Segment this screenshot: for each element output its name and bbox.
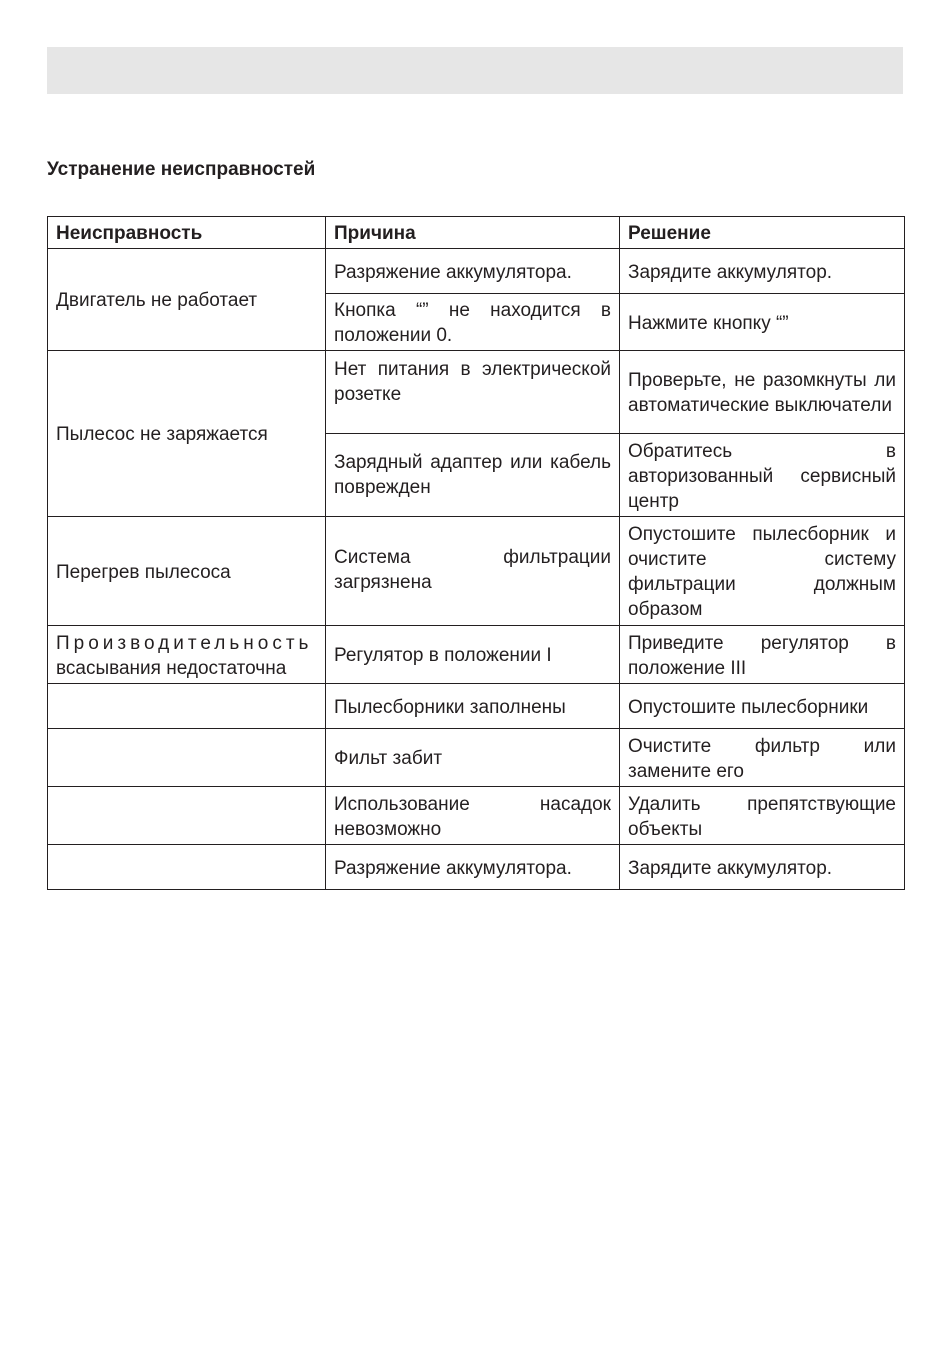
table-row (48, 351, 905, 434)
solution-cell: Приведите регулятор в положение III (620, 626, 905, 684)
solution-cell: Опустошите пылесборник и очистите систему фильтрации должным образом (620, 517, 905, 626)
problem-text-line1: Производительность (56, 632, 313, 654)
table-row (48, 729, 905, 787)
problem-cell: Перегрев пылесоса (48, 517, 326, 626)
table-row (48, 626, 905, 684)
solution-cell: Очистите фильтр или замените его (620, 729, 905, 787)
table-row (48, 517, 905, 626)
column-header-problem: Неисправность (48, 217, 326, 249)
cause-cell: Фильт забит (326, 729, 620, 787)
problem-cell: Двигатель не работает (48, 249, 326, 351)
problem-cell: Пылесос не заряжается (48, 351, 326, 517)
table-row (48, 249, 905, 294)
section-title: Устранение неисправностей (47, 159, 316, 180)
solution-cell: Зарядите аккумулятор. (620, 845, 905, 890)
solution-cell (620, 434, 905, 517)
table-row (48, 845, 905, 890)
cause-cell: Регулятор в положении I (326, 626, 620, 684)
column-header-solution: Решение (620, 217, 905, 249)
solution-cell: Проверьте, не разомкнуты ли автоматические выключатели (620, 351, 905, 434)
problem-cell (48, 845, 326, 890)
cause-cell: Разряжение аккумулятора. (326, 249, 620, 294)
table-row (48, 787, 905, 845)
problem-cell (48, 626, 326, 684)
cause-cell: Разряжение аккумулятора. (326, 845, 620, 890)
problem-text-line2: всасывания недостаточна (56, 657, 287, 679)
problem-cell (48, 684, 326, 729)
solution-cell: Нажмите кнопку “” (620, 294, 905, 351)
solution-cell: Опустошите пылесборники (620, 684, 905, 729)
cause-cell: Пылесборники заполнены (326, 684, 620, 729)
header-bar (47, 47, 903, 94)
solution-cell: Зарядите аккумулятор. (620, 249, 905, 294)
cause-cell: Нет питания в электрической розетке (326, 351, 620, 434)
table-header-row (48, 217, 905, 249)
column-header-cause: Причина (326, 217, 620, 249)
cause-cell: Зарядный адаптер или кабель поврежден (326, 434, 620, 517)
troubleshooting-table (47, 216, 905, 890)
cause-cell: Использование насадок невозможно (326, 787, 620, 845)
solution-text: Обратитесь в авторизованный сервисный центр (628, 440, 896, 512)
problem-cell (48, 729, 326, 787)
cause-cell: Система фильтрации загрязнена (326, 517, 620, 626)
solution-cell: Удалить препятствующие объекты (620, 787, 905, 845)
table-row (48, 684, 905, 729)
cause-cell: Кнопка “” не находится в положении 0. (326, 294, 620, 351)
problem-cell (48, 787, 326, 845)
